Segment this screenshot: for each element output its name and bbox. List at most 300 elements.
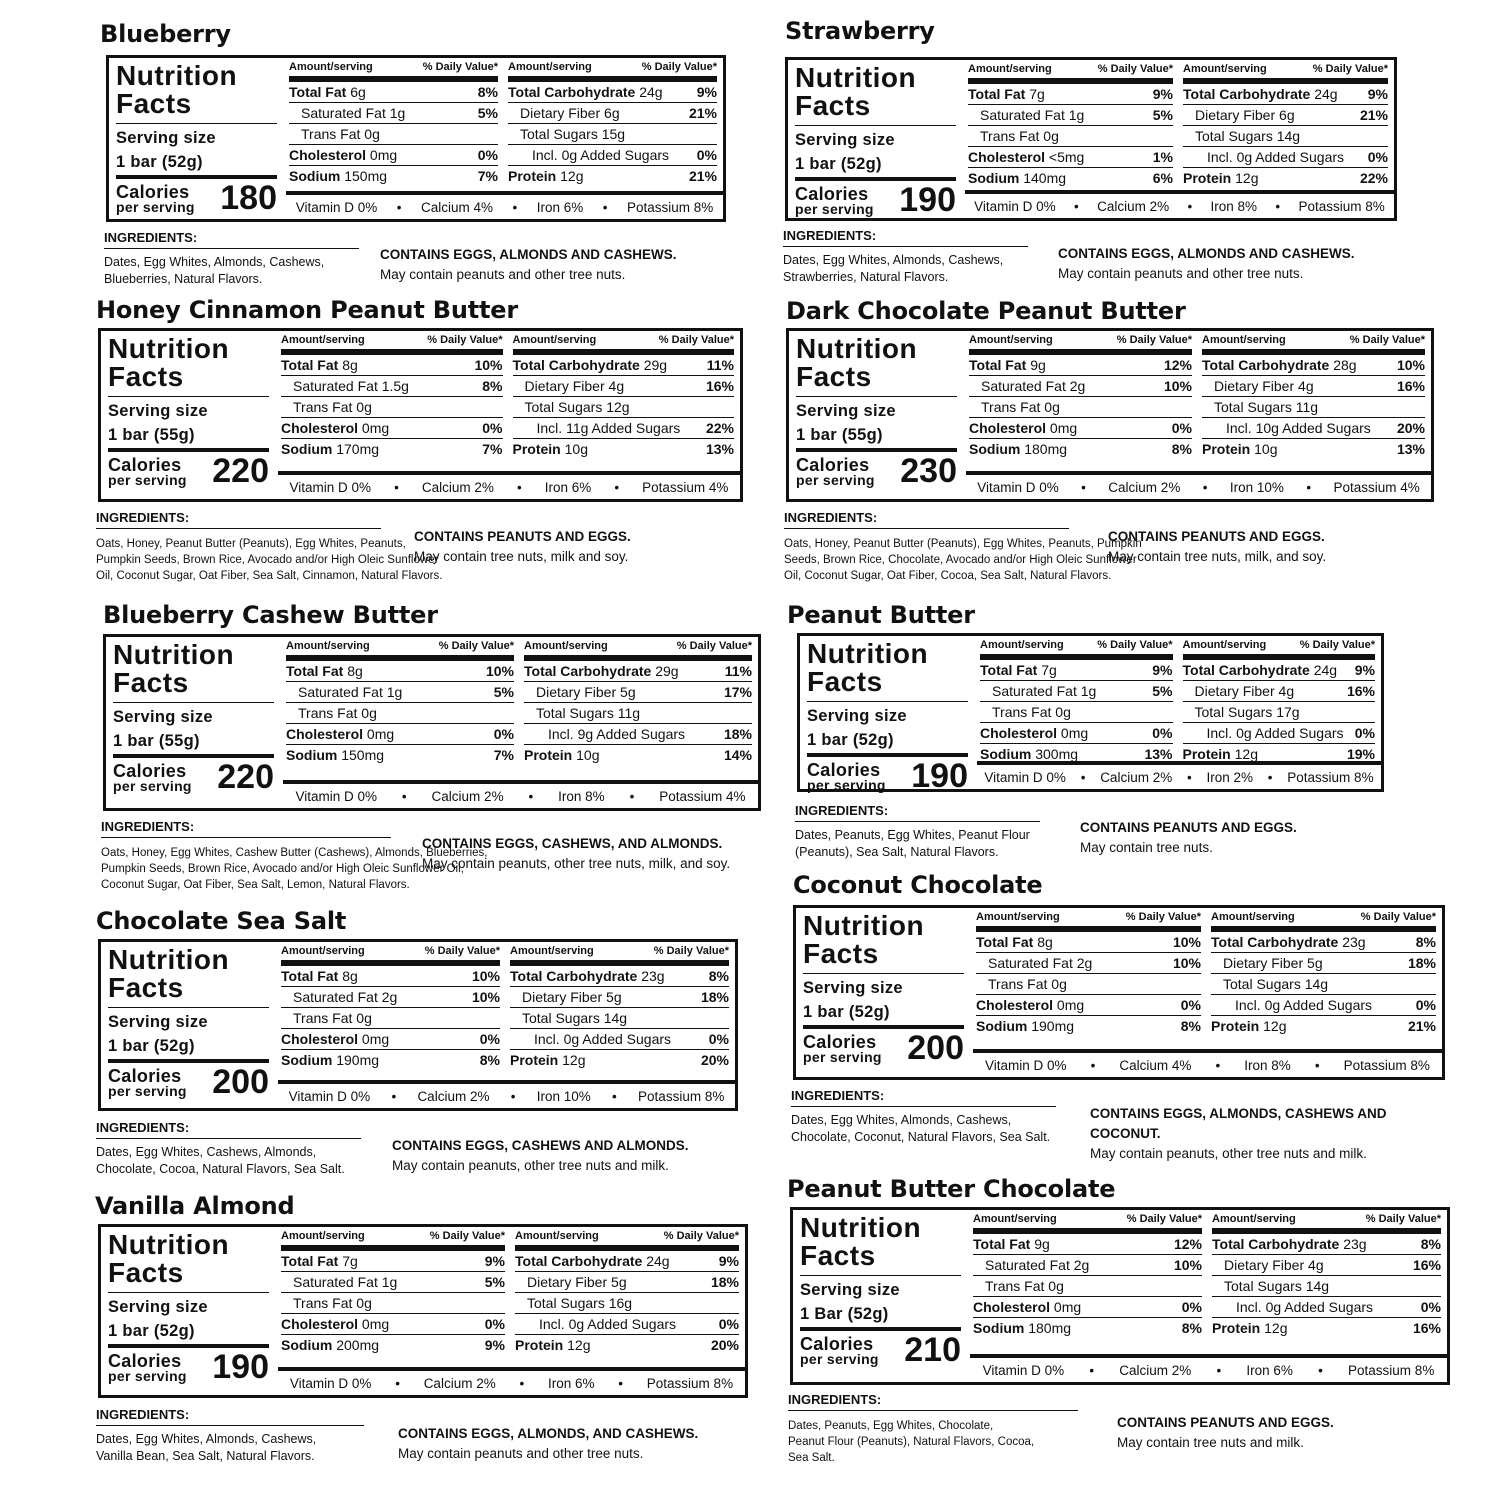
nutrient-name: Total Sugars (1194, 704, 1273, 720)
nutrient-label (980, 660, 1057, 680)
nutrient-label (539, 1314, 676, 1334)
daily-value-percent: 0% (477, 147, 498, 163)
nutrient-label (1212, 1318, 1287, 1338)
amount-per-serving-label: Amount/serving (1202, 334, 1286, 346)
nutrient-name: Cholesterol (976, 997, 1054, 1013)
ingredients-line: Dates, Peanuts, Egg Whites, Chocolate, (788, 1420, 994, 1432)
nutrient-name: Added Sugars (1282, 420, 1371, 436)
bullet-separator: • (1089, 1362, 1095, 1378)
bullet-separator: • (1318, 1362, 1323, 1378)
panel-heading-column (807, 640, 968, 796)
serving-size-label: Serving size (113, 708, 213, 726)
ingredients-label: INGREDIENTS: (788, 1392, 882, 1407)
daily-value-label: % Daily Value* (424, 945, 500, 957)
facts-heading: Facts (807, 666, 883, 697)
column-header (968, 63, 1173, 84)
per-serving-label: per serving (796, 472, 875, 488)
amount-per-serving-label: Amount/serving (976, 911, 1060, 923)
daily-value-percent: 0% (1367, 149, 1388, 165)
nutrient-amount: 190mg (1031, 1018, 1075, 1034)
nutrient-amount: 7g (1041, 662, 1057, 678)
column-header (513, 334, 735, 355)
ingredients-line: Dates, Egg Whites, Cashews, Almonds, (96, 1145, 317, 1159)
calcium-value: Calcium 2% (421, 479, 494, 495)
nutrient-name: Total Fat (969, 357, 1027, 373)
nutrient-name: Added Sugars (580, 147, 670, 163)
bullet-separator: • (1314, 1057, 1320, 1073)
daily-value-percent: 9% (1152, 86, 1173, 102)
amount-per-serving-label: Amount/serving (286, 640, 370, 652)
daily-value-percent: 9% (696, 84, 717, 100)
ingredients-text (96, 1431, 316, 1465)
allergen-contains-text: CONTAINS PEANUTS AND EGGS. (1080, 820, 1297, 835)
ingredients-label: INGREDIENTS: (104, 230, 198, 245)
nutrient-name: Total Fat (281, 968, 339, 984)
flavor-title: Dark Chocolate Peanut Butter (786, 297, 1186, 325)
nutrient-column-right (1183, 639, 1376, 764)
nutrient-row (969, 376, 1192, 397)
nutrient-name: Total Sugars (1214, 399, 1292, 415)
daily-value-percent: 7% (482, 441, 503, 457)
potassium-value: Potassium 8% (626, 199, 714, 215)
nutrient-name: Sodium (976, 1018, 1028, 1034)
nutrient-row (524, 724, 752, 745)
nutrient-columns (281, 334, 734, 459)
potassium-value: Potassium 8% (638, 1088, 725, 1104)
nutrient-label (1236, 1297, 1373, 1317)
nutrient-amount: 0g (361, 705, 377, 721)
ingredients-line: Strawberries, Natural Flavors. (783, 270, 949, 284)
nutrient-row (969, 355, 1192, 376)
daily-value-percent: 19% (1346, 746, 1375, 762)
nutrient-column-left (281, 1230, 505, 1355)
nutrient-row (286, 703, 514, 724)
nutrient-label (281, 1335, 379, 1355)
nutrient-name: Protein (1183, 170, 1232, 186)
incl-label: Incl. (1226, 420, 1252, 436)
vitamins-minerals-bar (966, 471, 1431, 499)
nutrient-amount: 14g (1276, 128, 1301, 144)
nutrient-name: Trans Fat (293, 1295, 353, 1311)
daily-value-percent: 14% (723, 747, 752, 763)
divider-rule (796, 396, 957, 397)
nutrient-row (524, 745, 752, 765)
column-header (973, 1213, 1202, 1234)
nutrient-row (510, 1008, 729, 1029)
nutrient-row (968, 84, 1173, 105)
nutrient-name: Dietary Fiber (1223, 955, 1304, 971)
daily-value-percent: 17% (723, 684, 752, 700)
nutrient-name: Added Sugars (1283, 997, 1373, 1013)
allergen-contains-text: CONTAINS EGGS, ALMONDS AND CASHEWS. (380, 247, 677, 262)
serving-size-label: Serving size (795, 131, 895, 149)
nutrient-row (976, 995, 1201, 1016)
nutrient-label (988, 953, 1092, 973)
bullet-separator: • (602, 199, 608, 215)
amount-per-serving-label: Amount/serving (980, 639, 1064, 651)
nutrient-label (510, 966, 665, 986)
column-header (969, 334, 1192, 355)
nutrient-column-right (1202, 334, 1425, 459)
daily-value-percent: 8% (1415, 934, 1436, 950)
daily-value-percent: 16% (1346, 683, 1375, 699)
nutrition-facts-panel (98, 328, 743, 502)
nutrient-label (968, 168, 1066, 188)
nutrient-row (968, 105, 1173, 126)
daily-value-label: % Daily Value* (1360, 911, 1436, 923)
vitamin-d-value: Vitamin D 0% (977, 479, 1059, 495)
serving-size-value: 1 bar (52g) (108, 1322, 195, 1340)
nutrient-amount: 12g (1234, 746, 1258, 762)
nutrient-label (281, 1050, 379, 1070)
amount-per-serving-label: Amount/serving (524, 640, 608, 652)
nutrient-row (1183, 105, 1388, 126)
nutrient-name: Trans Fat (293, 399, 353, 415)
nutrient-row (1202, 418, 1425, 439)
flavor-title: Coconut Chocolate (793, 871, 1043, 899)
allergen-contains-text: CONTAINS EGGS, CASHEWS AND ALMONDS. (392, 1138, 689, 1153)
daily-value-percent: 5% (484, 1274, 505, 1290)
serving-size-label: Serving size (807, 707, 907, 725)
nutrient-label (532, 145, 669, 165)
nutrient-name: Dietary Fiber (1194, 683, 1275, 699)
nutrient-label (281, 966, 358, 986)
nutrient-row (281, 987, 500, 1008)
nutrient-name: Trans Fat (985, 1278, 1045, 1294)
daily-value-percent: 9% (1367, 86, 1388, 102)
nutrient-amount: 5g (1307, 955, 1323, 971)
nutrition-facts-panel (786, 328, 1434, 502)
ingredients-line: Oats, Honey, Peanut Butter (Peanuts), Egg Whites, Peanuts, Pumpkin (784, 538, 1142, 550)
daily-value-percent: 13% (705, 441, 734, 457)
daily-value-label: % Daily Value* (1116, 334, 1192, 346)
nutrient-row (1183, 660, 1376, 681)
bullet-separator: • (510, 1088, 516, 1104)
ingredients-label: INGREDIENTS: (795, 803, 889, 818)
allergen-may-contain-text: May contain tree nuts, milk, and soy. (1108, 549, 1327, 564)
ingredients-line: Dates, Egg Whites, Almonds, Cashews, (104, 255, 325, 269)
per-serving-label: per serving (803, 1049, 882, 1065)
divider-rule (113, 702, 274, 703)
divider-rule (795, 125, 956, 126)
nutrient-name: Sodium (289, 168, 341, 184)
daily-value-percent: 0% (484, 1316, 505, 1332)
nutrient-column-left (976, 911, 1201, 1036)
nutrient-amount: 12g (567, 1337, 591, 1353)
nutrient-row (515, 1293, 739, 1314)
daily-value-percent: 8% (1181, 1320, 1202, 1336)
nutrient-row (510, 987, 729, 1008)
nutrient-row (1183, 723, 1376, 744)
nutrient-label (980, 723, 1088, 743)
allergen-may-contain-text: May contain peanuts and other tree nuts. (380, 267, 626, 282)
nutrition-heading: Nutrition (113, 639, 235, 670)
calories-label: Calories (807, 760, 881, 780)
nutrient-amount: 8g (1037, 934, 1053, 950)
nutrient-name: Protein (510, 1052, 559, 1068)
nutrient-name: Total Fat (976, 934, 1034, 950)
nutrient-row (968, 168, 1173, 188)
daily-value-percent: 18% (1407, 955, 1436, 971)
column-header (281, 334, 503, 355)
calcium-value: Calcium 4% (1119, 1057, 1192, 1073)
facts-heading: Facts (796, 361, 872, 392)
nutrient-name: Saturated Fat (985, 1257, 1070, 1273)
nutrient-row (980, 681, 1173, 702)
bullet-separator: • (1267, 769, 1273, 785)
nutrition-heading: Nutrition (116, 60, 238, 91)
nutrient-label (976, 1016, 1074, 1036)
nutrient-label (534, 1029, 671, 1049)
daily-value-percent: 8% (477, 84, 498, 100)
nutrient-name: Sodium (281, 441, 333, 457)
nutrient-name: Trans Fat (293, 1010, 353, 1026)
daily-value-percent: 0% (1354, 725, 1375, 741)
calories-label: Calories (796, 455, 870, 475)
nutrient-row (289, 166, 498, 186)
nutrient-amount: 0mg (361, 420, 390, 436)
nutrient-amount: 0g (1044, 399, 1060, 415)
panel-heading-column (116, 62, 277, 218)
bullet-separator: • (1275, 198, 1281, 214)
nutrient-amount: 0mg (366, 726, 395, 742)
calories-label: Calories (113, 761, 187, 781)
nutrient-name: Total Sugars (1223, 976, 1301, 992)
column-header (510, 945, 729, 966)
daily-value-label: % Daily Value* (1097, 639, 1173, 651)
nutrient-column-right (515, 1230, 739, 1355)
vitamin-d-value: Vitamin D 0% (982, 1362, 1065, 1378)
nutrition-heading: Nutrition (807, 638, 929, 669)
incl-label: Incl. (532, 147, 558, 163)
nutrient-row (281, 418, 503, 439)
ingredients-line: Dates, Egg Whites, Almonds, Cashews, (791, 1113, 1012, 1127)
iron-value: Iron 8% (558, 788, 605, 804)
panel-heading-column (800, 1214, 961, 1370)
ingredients-label: INGREDIENTS: (783, 228, 877, 243)
nutrient-name: Total Sugars (527, 1295, 605, 1311)
column-header (515, 1230, 739, 1251)
calories-label: Calories (108, 1066, 182, 1086)
nutrient-amount: 0g (356, 1010, 372, 1026)
daily-value-percent: 0% (1415, 997, 1436, 1013)
daily-value-percent: 9% (1354, 662, 1375, 678)
nutrient-label (1207, 147, 1344, 167)
calories-value: 220 (212, 452, 269, 490)
allergen-contains-text: CONTAINS EGGS, CASHEWS, AND ALMONDS. (422, 836, 723, 851)
flavor-title: Vanilla Almond (95, 1192, 295, 1220)
daily-value-percent: 9% (1152, 662, 1173, 678)
nutrient-row (969, 439, 1192, 459)
incl-label: Incl. (548, 726, 574, 742)
nutrient-name: Protein (515, 1337, 564, 1353)
daily-value-percent: 0% (718, 1316, 739, 1332)
nutrient-amount: 150mg (344, 168, 388, 184)
nutrient-label (1214, 376, 1314, 396)
nutrient-amount: 24g (639, 84, 663, 100)
nutrient-amount: 8g (347, 663, 363, 679)
potassium-value: Potassium 8% (1343, 1057, 1430, 1073)
daily-value-percent: 13% (1144, 746, 1173, 762)
nutrient-label (293, 987, 397, 1007)
nutrient-name: Saturated Fat (988, 955, 1073, 971)
ingredients-line: Coconut Sugar, Oat Fiber, Sea Salt, Lemon, Natural Flavors. (101, 879, 410, 891)
ingredients-line: Vanilla Bean, Sea Salt, Natural Flavors. (96, 1449, 315, 1463)
nutrient-amount: 9g (1030, 357, 1046, 373)
daily-value-percent: 11% (706, 357, 734, 373)
nutrient-name: Saturated Fat (293, 989, 378, 1005)
nutrient-amount: 300mg (1035, 746, 1079, 762)
daily-value-percent: 9% (484, 1253, 505, 1269)
calories-value: 230 (900, 452, 957, 490)
nutrient-amount: 8g (342, 968, 358, 984)
iron-value: Iron 6% (536, 199, 584, 215)
nutrient-amount: 5g (606, 989, 622, 1005)
nutrition-facts-panel (785, 57, 1397, 221)
calories-block (800, 1331, 961, 1370)
nutrient-label (286, 745, 384, 765)
nutrient-label (1202, 439, 1277, 459)
daily-value-percent: 10% (1173, 1257, 1202, 1273)
nutrient-amount: 170mg (336, 441, 380, 457)
nutrient-name: Total Sugars (536, 705, 614, 721)
daily-value-label: % Daily Value* (1299, 639, 1375, 651)
nutrient-label (527, 1272, 627, 1292)
nutrient-row (1183, 84, 1388, 105)
nutrient-name: Added Sugars (1254, 725, 1344, 741)
allergen-may-contain-text: May contain peanuts and other tree nuts. (1058, 266, 1304, 281)
nutrient-name: Total Sugars (1224, 1278, 1302, 1294)
nutrient-label (1235, 995, 1372, 1015)
bullet-separator: • (1187, 198, 1193, 214)
nutrient-row (281, 1293, 505, 1314)
daily-value-percent: 9% (484, 1337, 505, 1353)
incl-label: Incl. (1206, 725, 1233, 741)
nutrient-row (968, 147, 1173, 168)
nutrient-row (1211, 1016, 1436, 1036)
daily-value-percent: 0% (1152, 725, 1173, 741)
daily-value-percent: 10% (1163, 378, 1192, 394)
nutrient-name: Dietary Fiber (520, 105, 601, 121)
nutrient-name: Added Sugars (587, 1316, 677, 1332)
daily-value-percent: 0% (696, 147, 717, 163)
serving-size-label: Serving size (796, 402, 896, 420)
column-header (1202, 334, 1425, 355)
nutrition-facts-panel (793, 905, 1445, 1080)
nutrient-row (281, 1008, 500, 1029)
amount-per-serving-label: Amount/serving (1182, 639, 1267, 651)
nutrient-label (973, 1318, 1071, 1338)
calories-value: 180 (220, 179, 277, 217)
bullet-separator: • (614, 479, 620, 495)
nutrient-column-right (1212, 1213, 1441, 1338)
column-header (1211, 911, 1436, 932)
nutrient-columns (968, 63, 1388, 188)
nutrient-name: Protein (524, 747, 573, 763)
allergen-contains-text: CONTAINS PEANUTS AND EGGS. (1108, 529, 1325, 544)
bullet-separator: • (618, 1375, 624, 1391)
nutrient-label (281, 1314, 389, 1334)
daily-value-percent: 18% (700, 989, 729, 1005)
daily-value-percent: 8% (708, 968, 729, 984)
nutrient-label (1195, 105, 1295, 125)
daily-value-percent: 5% (493, 684, 514, 700)
nutrient-row (515, 1272, 739, 1293)
nutrient-amount: 24g (1314, 86, 1338, 102)
iron-value: Iron 6% (547, 1375, 595, 1391)
calories-value: 200 (212, 1063, 269, 1101)
nutrient-amount: 9g (1034, 1236, 1050, 1252)
allergen-contains-text: CONTAINS PEANUTS AND EGGS. (414, 529, 631, 544)
column-header (281, 1230, 505, 1251)
panel-heading-column (113, 641, 274, 797)
allergen-contains-text: CONTAINS EGGS, ALMONDS AND CASHEWS. (1058, 246, 1355, 261)
nutrient-column-right (524, 640, 752, 765)
nutrient-amount: 0g (1264, 997, 1281, 1013)
column-header (1183, 63, 1388, 84)
nutrient-row (1212, 1297, 1441, 1318)
nutrient-name: Trans Fat (298, 705, 358, 721)
nutrient-label (1183, 84, 1338, 104)
calories-label: Calories (108, 455, 182, 475)
nutrient-row (289, 145, 498, 166)
nutrient-name: Saturated Fat (981, 378, 1066, 394)
column-header (1183, 639, 1376, 660)
divider-rule (108, 1292, 269, 1293)
daily-value-percent: 1% (1152, 149, 1173, 165)
daily-value-percent: 21% (1359, 107, 1388, 123)
nutrient-name: Total Carbohydrate (515, 1253, 643, 1269)
ingredients-line: Oil, Coconut Sugar, Oat Fiber, Sea Salt, Cinnamon, Natural Flavors. (96, 570, 443, 582)
panel-heading-column (795, 64, 956, 220)
nutrient-column-right (508, 61, 717, 186)
nutrient-amount: 6g (350, 84, 366, 100)
nutrient-row (1211, 932, 1436, 953)
nutrient-name: Total Carbohydrate (1182, 662, 1310, 678)
nutrient-row (515, 1251, 739, 1272)
divider-rule (116, 123, 277, 124)
ingredients-label: INGREDIENTS: (791, 1088, 885, 1103)
nutrient-label (988, 974, 1067, 994)
nutrient-amount: 7g (1029, 86, 1045, 102)
nutrient-columns (973, 1213, 1441, 1338)
nutrient-label (1183, 168, 1258, 188)
bullet-separator: • (396, 199, 402, 215)
nutrient-label (286, 661, 363, 681)
nutrient-amount: 1g (1080, 683, 1097, 699)
nutrition-facts-panel (797, 633, 1384, 795)
ingredients-line: Oil, Coconut Sugar, Oat Fiber, Cocoa, Sea Salt, Natural Flavors. (784, 570, 1112, 582)
ingredients-line: Pumpkin Seeds, Brown Rice, Avocado and/or High Oleic Sunflower Oil, (101, 863, 464, 875)
nutrient-row (515, 1335, 739, 1355)
column-header (1212, 1213, 1441, 1234)
column-header (289, 61, 498, 82)
nutrient-amount: 0g (1236, 725, 1252, 741)
vitamins-minerals-bar (278, 1080, 735, 1108)
calories-label: Calories (116, 182, 190, 202)
daily-value-percent: 22% (1359, 170, 1388, 186)
nutrient-row (281, 1272, 505, 1293)
nutrient-name: Protein (508, 168, 557, 184)
daily-value-label: % Daily Value* (429, 1230, 505, 1242)
nutrient-label (548, 724, 685, 744)
nutrient-amount: 11g (617, 705, 641, 721)
nutrient-columns (969, 334, 1425, 459)
per-serving-label: per serving (108, 1368, 187, 1384)
calories-block (108, 1348, 269, 1387)
amount-per-serving-label: Amount/serving (281, 945, 365, 957)
nutrient-amount: 10g (576, 747, 600, 763)
